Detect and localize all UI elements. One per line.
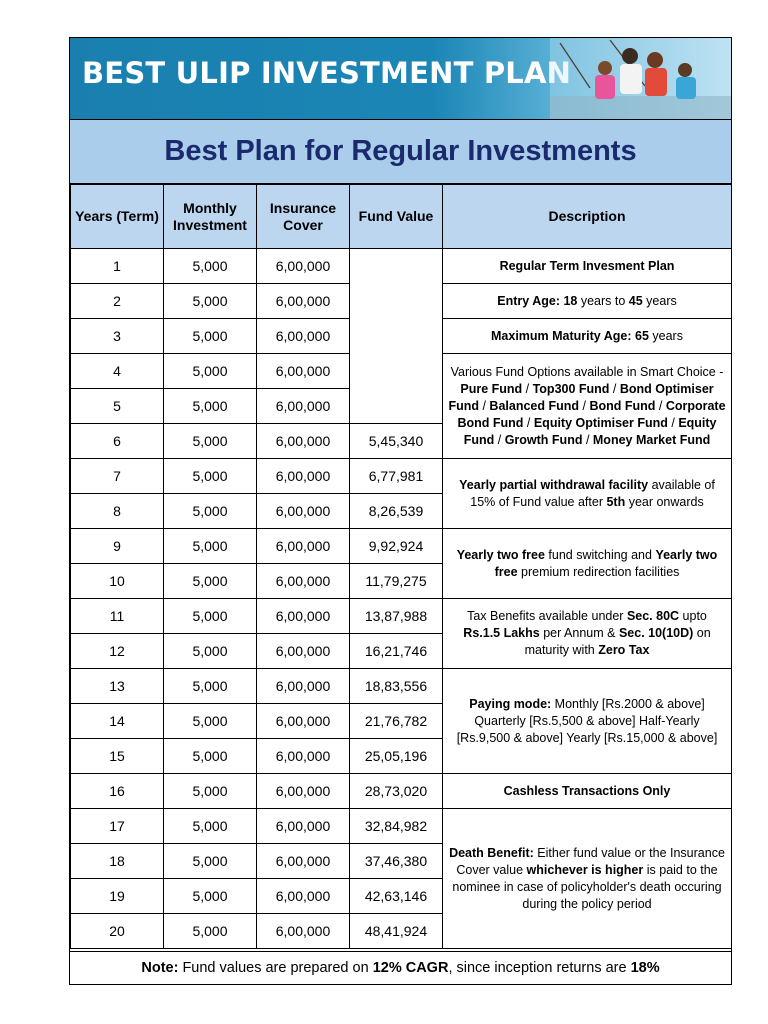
cell-description [443,599,732,669]
table-row [71,774,732,809]
subtitle-text: Best Plan for Regular Investments [164,135,637,167]
cell-monthly-investment: 5,000 [164,354,257,389]
cell-insurance-cover: 6,00,000 [257,739,350,774]
cell-fund-value: 6,77,981 [350,459,443,494]
cell-insurance-cover: 6,00,000 [257,844,350,879]
text-segment: 45 [628,293,643,308]
text-segment: years to [577,293,629,308]
text-segment: / [479,398,490,413]
investment-table [70,184,732,949]
cell-insurance-cover: 6,00,000 [257,564,350,599]
table-row [71,529,732,564]
text-segment: Tax Benefits available under [467,609,627,623]
text-segment: on maturity with [524,626,711,657]
cell-insurance-cover: 6,00,000 [257,354,350,389]
column-header-description: Description [443,185,732,249]
cell-insurance-cover: 6,00,000 [257,494,350,529]
cell-insurance-cover: 6,00,000 [257,389,350,424]
footnote-text [141,960,659,976]
cell-insurance-cover: 6,00,000 [257,249,350,284]
text-segment: Death Benefit: [449,845,534,860]
cell-fund-value: 5,45,340 [350,424,443,459]
text-segment: Balanced Fund [489,398,580,413]
cell-monthly-investment: 5,000 [164,424,257,459]
cell-monthly-investment: 5,000 [164,599,257,634]
text-segment: Corporate Bond Fund [457,398,726,430]
cell-insurance-cover: 6,00,000 [257,879,350,914]
cell-year: 5 [71,389,164,424]
cell-year: 16 [71,774,164,809]
cell-year: 17 [71,809,164,844]
text-segment: fund switching and [544,547,656,562]
cell-fund-value: 11,79,275 [350,564,443,599]
plan-sheet [69,37,732,985]
cell-year: 14 [71,704,164,739]
table-row [71,599,732,634]
cell-fund-value-empty [350,249,443,424]
cell-year: 9 [71,529,164,564]
text-segment: Note: [141,960,179,976]
text-segment: Fund values are prepared on [178,960,373,976]
cell-monthly-investment: 5,000 [164,774,257,809]
cell-monthly-investment: 5,000 [164,809,257,844]
text-segment: / [655,398,666,413]
text-segment: Maximum Maturity Age: 65 [491,328,649,343]
cell-fund-value: 37,46,380 [350,844,443,879]
cell-description [443,529,732,599]
cell-description [443,354,732,459]
cell-insurance-cover: 6,00,000 [257,424,350,459]
table-row [71,249,732,284]
text-segment: Zero Tax [598,643,650,657]
cell-year: 13 [71,669,164,704]
cell-year: 6 [71,424,164,459]
text-segment: per Annum & [539,626,619,640]
text-segment: Money Market Fund [592,432,711,447]
cell-description [443,284,732,319]
cell-fund-value: 13,87,988 [350,599,443,634]
cell-monthly-investment: 5,000 [164,249,257,284]
cell-insurance-cover: 6,00,000 [257,669,350,704]
column-header-fund: Fund Value [350,185,443,249]
cell-year: 3 [71,319,164,354]
cell-fund-value: 9,92,924 [350,529,443,564]
text-segment: / [579,398,590,413]
text-segment: Bond Optimiser Fund [448,381,714,413]
cell-fund-value: 8,26,539 [350,494,443,529]
text-segment: 5th [606,494,626,509]
text-segment: Various Fund Options available in Smart Choice - [450,364,724,379]
text-segment: Pure Fund [460,381,523,396]
cell-monthly-investment: 5,000 [164,669,257,704]
table-row [71,669,732,704]
table-body [71,249,732,949]
text-segment: / [494,432,505,447]
cell-description [443,669,732,774]
column-header-years: Years (Term) [71,185,164,249]
text-segment: Rs.1.5 Lakhs [463,626,540,640]
text-segment: Equity Optimiser Fund [533,415,668,430]
cell-monthly-investment: 5,000 [164,844,257,879]
text-segment: 12% CAGR [372,960,449,976]
text-segment: / [609,381,620,396]
cell-year: 20 [71,914,164,949]
cell-fund-value: 48,41,924 [350,914,443,949]
cell-year: 10 [71,564,164,599]
cell-insurance-cover: 6,00,000 [257,704,350,739]
cell-insurance-cover: 6,00,000 [257,529,350,564]
cell-description [443,249,732,284]
cell-fund-value: 18,83,556 [350,669,443,704]
text-segment: Equity Fund [463,415,717,447]
text-segment: Entry Age: [497,293,564,308]
cell-fund-value: 42,63,146 [350,879,443,914]
cell-monthly-investment: 5,000 [164,319,257,354]
text-segment: Bond Fund [589,398,656,413]
cell-monthly-investment: 5,000 [164,704,257,739]
text-segment: available of 15% of Fund value after [470,477,715,509]
text-segment: is paid to the nominee in case of policyholder's death occuring during the policy period [452,862,722,911]
cell-year: 7 [71,459,164,494]
cell-insurance-cover: 6,00,000 [257,914,350,949]
cell-year: 2 [71,284,164,319]
cell-fund-value: 21,76,782 [350,704,443,739]
cell-fund-value: 16,21,746 [350,634,443,669]
text-segment: Cashless Transactions Only [503,783,671,798]
cell-fund-value: 32,84,982 [350,809,443,844]
text-segment: / [667,415,679,430]
text-segment: Top300 Fund [532,381,610,396]
cell-year: 15 [71,739,164,774]
cell-insurance-cover: 6,00,000 [257,459,350,494]
cell-insurance-cover: 6,00,000 [257,809,350,844]
cell-description [443,319,732,354]
text-segment: premium redirection facilities [517,564,680,579]
cell-year: 1 [71,249,164,284]
cell-insurance-cover: 6,00,000 [257,319,350,354]
text-segment: years [648,328,683,343]
text-segment: Yearly two free [494,547,718,579]
cell-description [443,459,732,529]
cell-monthly-investment: 5,000 [164,389,257,424]
column-header-cover: Insurance Cover [257,185,350,249]
text-segment: years [642,293,677,308]
cell-insurance-cover: 6,00,000 [257,774,350,809]
cell-year: 19 [71,879,164,914]
cell-fund-value: 25,05,196 [350,739,443,774]
cell-monthly-investment: 5,000 [164,914,257,949]
page-subtitle [70,119,731,184]
text-segment: / [522,381,533,396]
text-segment: / [582,432,593,447]
text-segment: Regular Term Invesment Plan [499,258,675,273]
text-segment: Either fund value or the Insurance Cover value [456,845,725,877]
text-segment: Sec. 10(10D) [618,626,694,640]
cell-year: 4 [71,354,164,389]
text-segment: upto [679,609,707,623]
text-segment: Sec. 80C [626,609,680,623]
cell-monthly-investment: 5,000 [164,739,257,774]
cell-monthly-investment: 5,000 [164,529,257,564]
text-segment: / [523,415,534,430]
cell-monthly-investment: 5,000 [164,879,257,914]
text-segment: Growth Fund [504,432,583,447]
cell-description [443,809,732,949]
cell-year: 12 [71,634,164,669]
family-photo [550,38,731,119]
cell-monthly-investment: 5,000 [164,634,257,669]
cell-monthly-investment: 5,000 [164,494,257,529]
cell-insurance-cover: 6,00,000 [257,599,350,634]
text-segment: , since inception returns are [448,960,631,976]
text-segment: 18 [563,293,578,308]
cell-fund-value: 28,73,020 [350,774,443,809]
footnote [70,951,731,984]
cell-insurance-cover: 6,00,000 [257,634,350,669]
text-segment: Monthly [Rs.2000 & above] Quarterly [Rs.5,500 & above] Half-Yearly [Rs.9,500 & above] Yearly [Rs.15,000 & above] [456,696,718,745]
cell-description [443,774,732,809]
column-header-monthly: Monthly Investment [164,185,257,249]
cell-insurance-cover: 6,00,000 [257,284,350,319]
cell-year: 11 [71,599,164,634]
cell-monthly-investment: 5,000 [164,459,257,494]
cell-year: 18 [71,844,164,879]
text-segment: year onwards [625,494,704,509]
cell-year: 8 [71,494,164,529]
text-segment: Paying mode: [469,696,552,711]
text-segment: Yearly two free [456,547,545,562]
table-row [71,459,732,494]
banner-title: BEST ULIP INVESTMENT PLAN [82,56,572,90]
text-segment: 18% [630,960,660,976]
table-row [71,809,732,844]
table-header-row [71,185,732,249]
text-segment: whichever is higher [526,862,644,877]
header-banner [70,38,731,119]
text-segment: Yearly partial withdrawal facility [459,477,649,492]
cell-monthly-investment: 5,000 [164,564,257,599]
cell-monthly-investment: 5,000 [164,284,257,319]
